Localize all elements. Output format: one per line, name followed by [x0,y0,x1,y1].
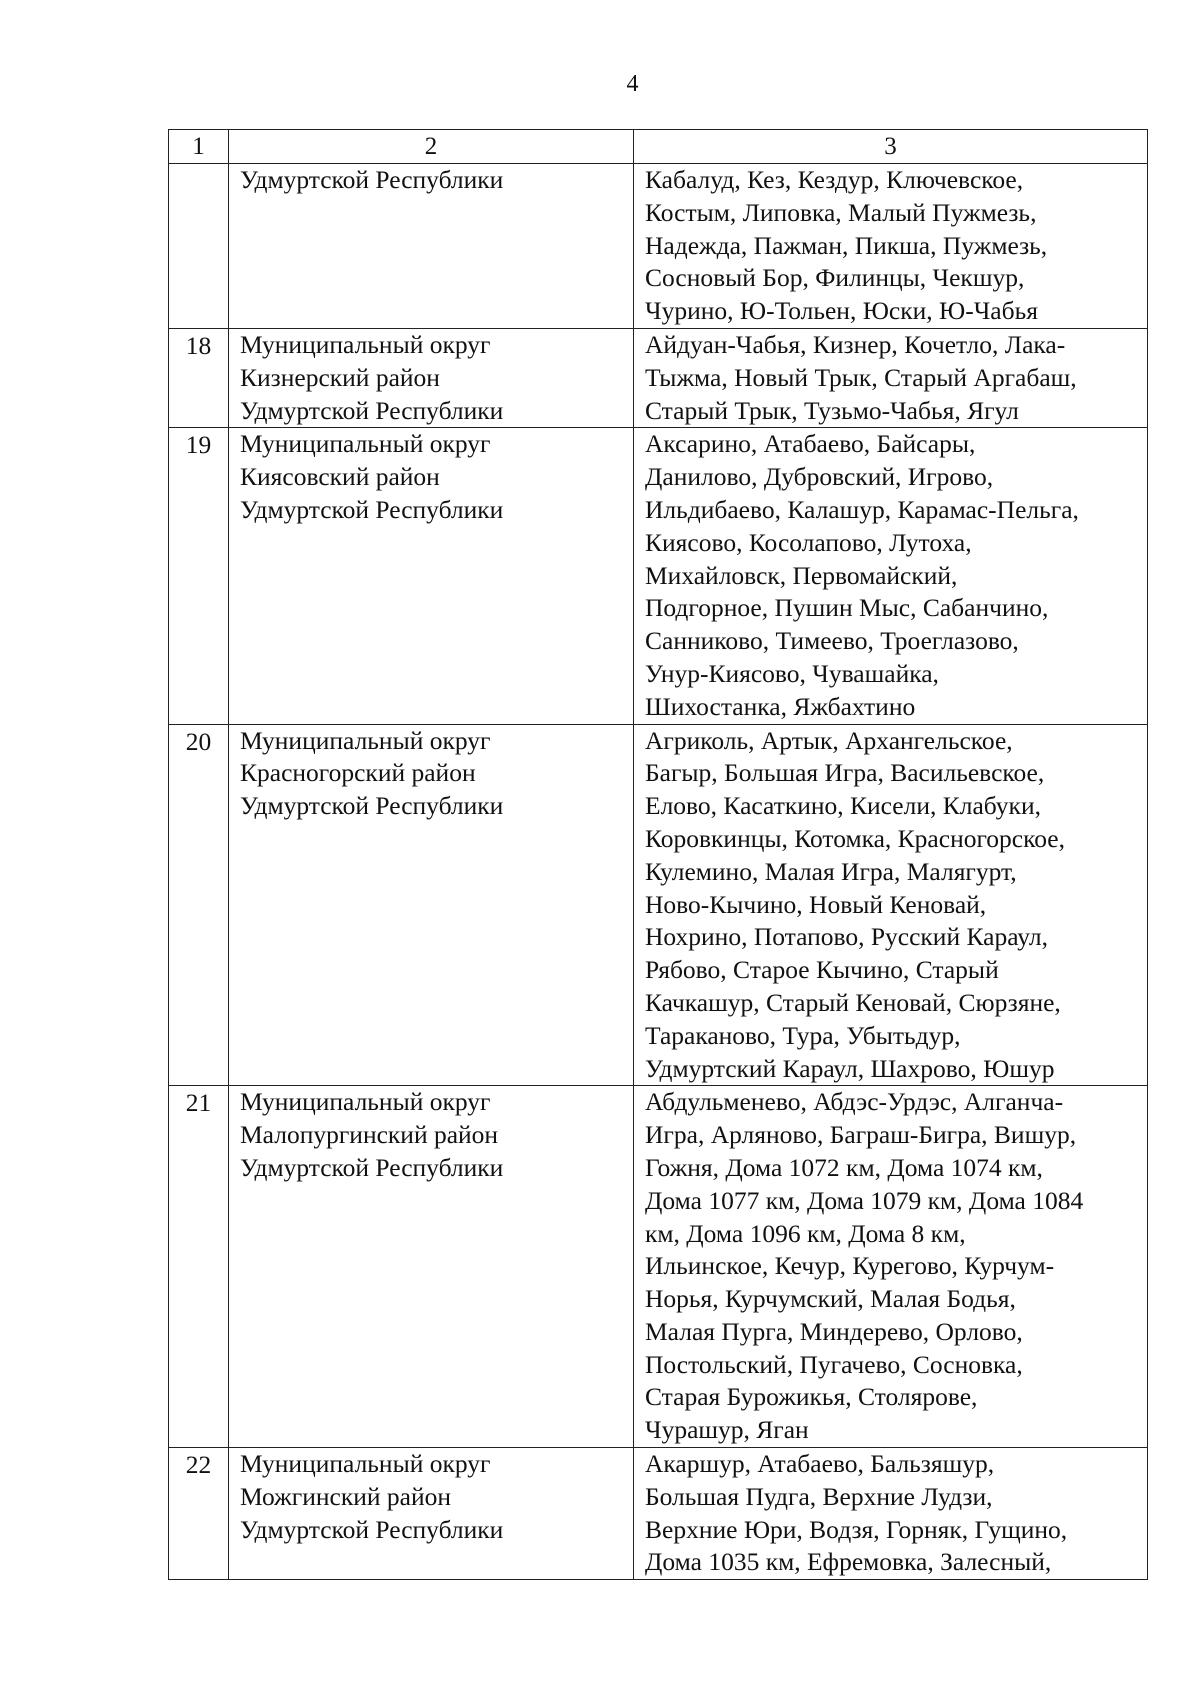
municipality-name: Муниципальный округ Красногорский район Удмуртской Республики [229,724,634,1086]
settlements-list: Айдуан-Чабья, Кизнер, Кочетло, Лака- Тыжма, Новый Трык, Старый Аргабаш, Старый Трык, Тузьмо-Чабья, Ягул [634,328,1148,427]
settlements-table [168,129,1148,1580]
row-number [169,164,229,329]
municipality-name: Удмуртской Республики [229,164,634,329]
table-row [169,1448,1148,1580]
column-header-1: 1 [169,130,229,164]
row-number: 22 [169,1448,229,1580]
settlements-list: Кабалуд, Кез, Кездур, Ключевское, Костым, Липовка, Малый Пужмезь, Надежда, Пажман, Пикша, Пужмезь, Сосновый Бор, Филинцы, Чекшур, Чурино, Ю-Тольен, Юски, Ю-Чабья [634,164,1148,329]
row-number: 21 [169,1086,229,1448]
municipality-name: Муниципальный округ Можгинский район Удмуртской Республики [229,1448,634,1580]
table-header-row [169,130,1148,164]
municipality-name: Муниципальный округ Киясовский район Удмуртской Республики [229,428,634,724]
settlements-list: Акаршур, Атабаево, Бальзяшур, Большая Пудга, Верхние Лудзи, Верхние Юри, Водзя, Горняк, Гущино, Дома 1035 км, Ефремовка, Залесный, [634,1448,1148,1580]
table-row [169,164,1148,329]
municipality-name: Муниципальный округ Кизнерский район Удмуртской Республики [229,328,634,427]
row-number: 20 [169,724,229,1086]
table-row [169,724,1148,1086]
settlements-list: Абдульменево, Абдэс-Урдэс, Алганча- Игра, Арляново, Баграш-Бигра, Вишур, Гожня, Дома 1072 км, Дома 1074 км, Дома 1077 км, Дома 1079 км, Дома 1084 км, Дома 1096 км, Дома 8 км, Ильинское, Кечур, Курегово, Курчум- Норья, Курчумский, Малая Бодья, Малая Пурга, Миндерево, Орлово, Постольский, Пугачево, Сосновка, Старая Бурожикья, Столярове, Чурашур, Яган [634,1086,1148,1448]
page-number: 4 [626,71,639,97]
column-header-2: 2 [229,130,634,164]
municipality-name: Муниципальный округ Малопургинский район Удмуртской Республики [229,1086,634,1448]
settlements-list: Аксарино, Атабаево, Байсары, Данилово, Дубровский, Игрово, Ильдибаево, Калашур, Карамас-Пельга, Киясово, Косолапово, Лутоха, Михайловск, Первомайский, Подгорное, Пушин Мыс, Сабанчино, Санниково, Тимеево, Троеглазово, Унур-Киясово, Чувашайка, Шихостанка, Яжбахтино [634,428,1148,724]
row-number: 18 [169,328,229,427]
table-row [169,1086,1148,1448]
row-number: 19 [169,428,229,724]
table-row [169,428,1148,724]
column-header-3: 3 [634,130,1148,164]
table-row [169,328,1148,427]
settlements-list: Агриколь, Артык, Архангельское, Багыр, Большая Игра, Васильевское, Елово, Касаткино, Кисели, Клабуки, Коровкинцы, Котомка, Красногорское, Кулемино, Малая Игра, Малягурт, Ново-Кычино, Новый Кеновай, Нохрино, Потапово, Русский Караул, Рябово, Старое Кычино, Старый Качкашур, Старый Кеновай, Сюрзяне, Тараканово, Тура, Убытьдур, Удмуртский Караул, Шахрово, Юшур [634,724,1148,1086]
